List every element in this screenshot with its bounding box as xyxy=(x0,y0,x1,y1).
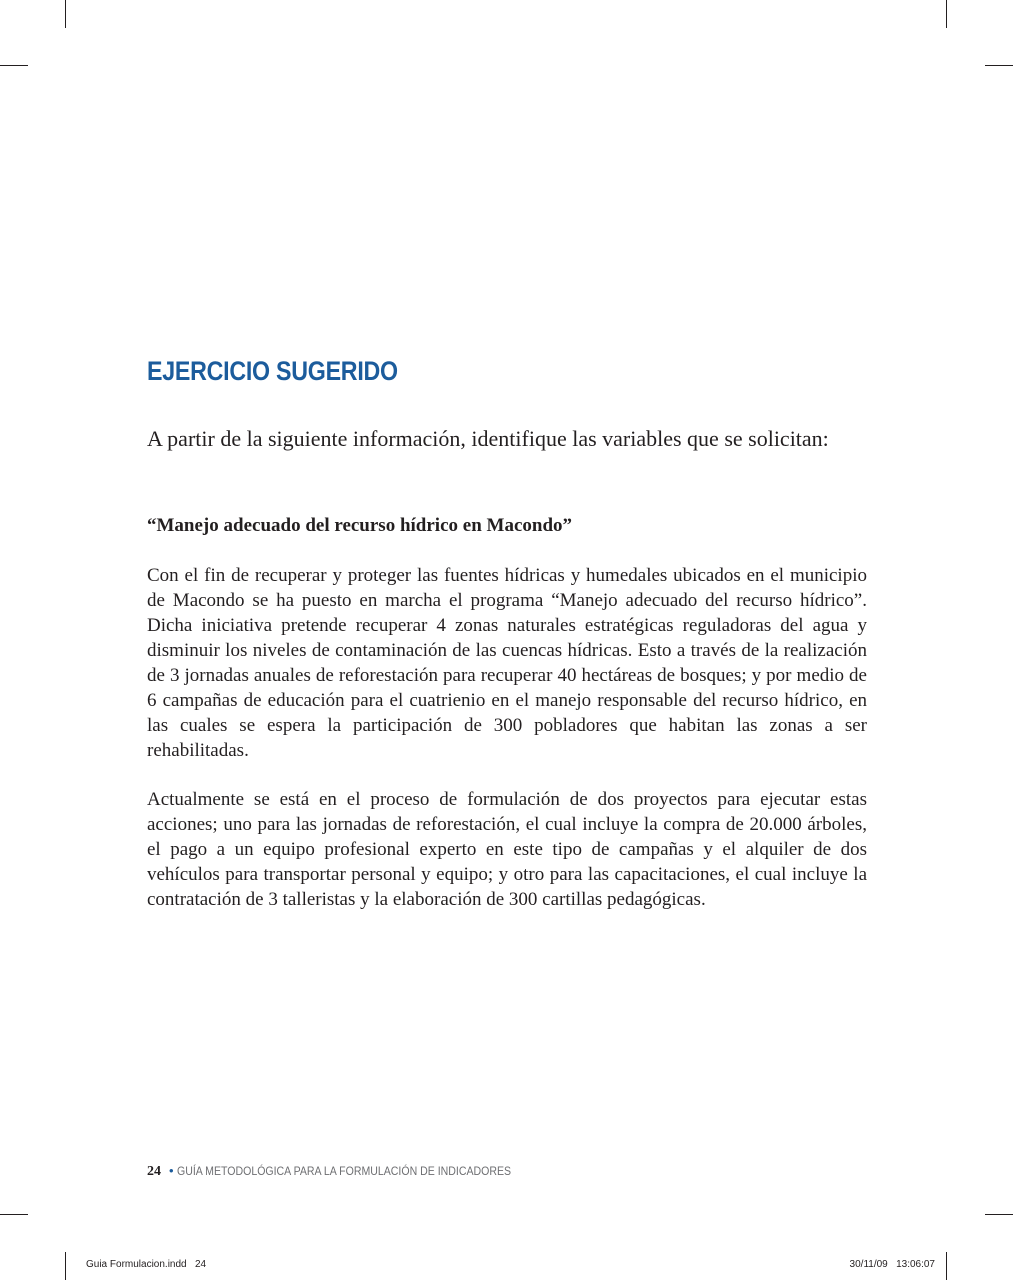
crop-mark-top-right-horizontal xyxy=(985,65,1013,66)
crop-mark-top-left-horizontal xyxy=(0,65,28,66)
page-number: 24 xyxy=(147,1164,161,1179)
crop-mark-bottom-left-horizontal xyxy=(0,1214,28,1215)
case-title: “Manejo adecuado del recurso hídrico en Macondo” xyxy=(147,515,573,536)
crop-mark-bottom-right-vertical xyxy=(946,1252,947,1280)
crop-mark-top-left-vertical xyxy=(65,0,66,28)
running-head: GUÍA METODOLÓGICA PARA LA FORMULACIÓN DE INDICADORES xyxy=(176,1164,511,1178)
crop-mark-top-right-vertical xyxy=(946,0,947,28)
section-heading: EJERCICIO SUGERIDO xyxy=(147,356,398,386)
bullet-icon: • xyxy=(169,1163,174,1178)
crop-mark-bottom-right-horizontal xyxy=(985,1214,1013,1215)
intro-text: A partir de la siguiente información, identifique las variables que se solicitan: xyxy=(147,426,829,451)
case-paragraph-1: Con el fin de recuperar y proteger las fuentes hídricas y humedales ubicados en el municipio de Macondo se ha puesto en marcha el programa “Manejo adecuado del recurso hídrico”. Dicha iniciativa pretende recuperar 4 zonas naturales estratégicas reguladoras del agua y disminuir los niveles de contaminación de las cuencas hídricas. Esto a través de la realización de 3 jornadas anuales de reforestación para recuperar 40 hectáreas de bosques; y por medio de 6 campañas de educación para el cuatrienio en el manejo responsable del recurso hídrico, en las cuales se espera la participación de 300 pobladores que habitan las zonas a ser rehabilitadas. xyxy=(147,565,867,761)
case-paragraph-2: Actualmente se está en el proceso de formulación de dos proyectos para ejecutar estas acciones; uno para las jornadas de reforestación, el cual incluye la compra de 20.000 árboles, el pago a un equipo profesional experto en este tipo de campañas y el alquiler de dos vehículos para transportar personal y equipo; y otro para las capacitaciones, el cual incluye la contratación de 3 talleristas y la elaboración de 300 cartillas pedagógicas. xyxy=(147,789,867,910)
slug-date-info: 30/11/09 13:06:07 xyxy=(849,1259,935,1270)
crop-mark-bottom-left-vertical xyxy=(65,1252,66,1280)
page-footer xyxy=(147,1163,556,1180)
slug-file-info: Guia Formulacion.indd 24 xyxy=(86,1259,207,1270)
